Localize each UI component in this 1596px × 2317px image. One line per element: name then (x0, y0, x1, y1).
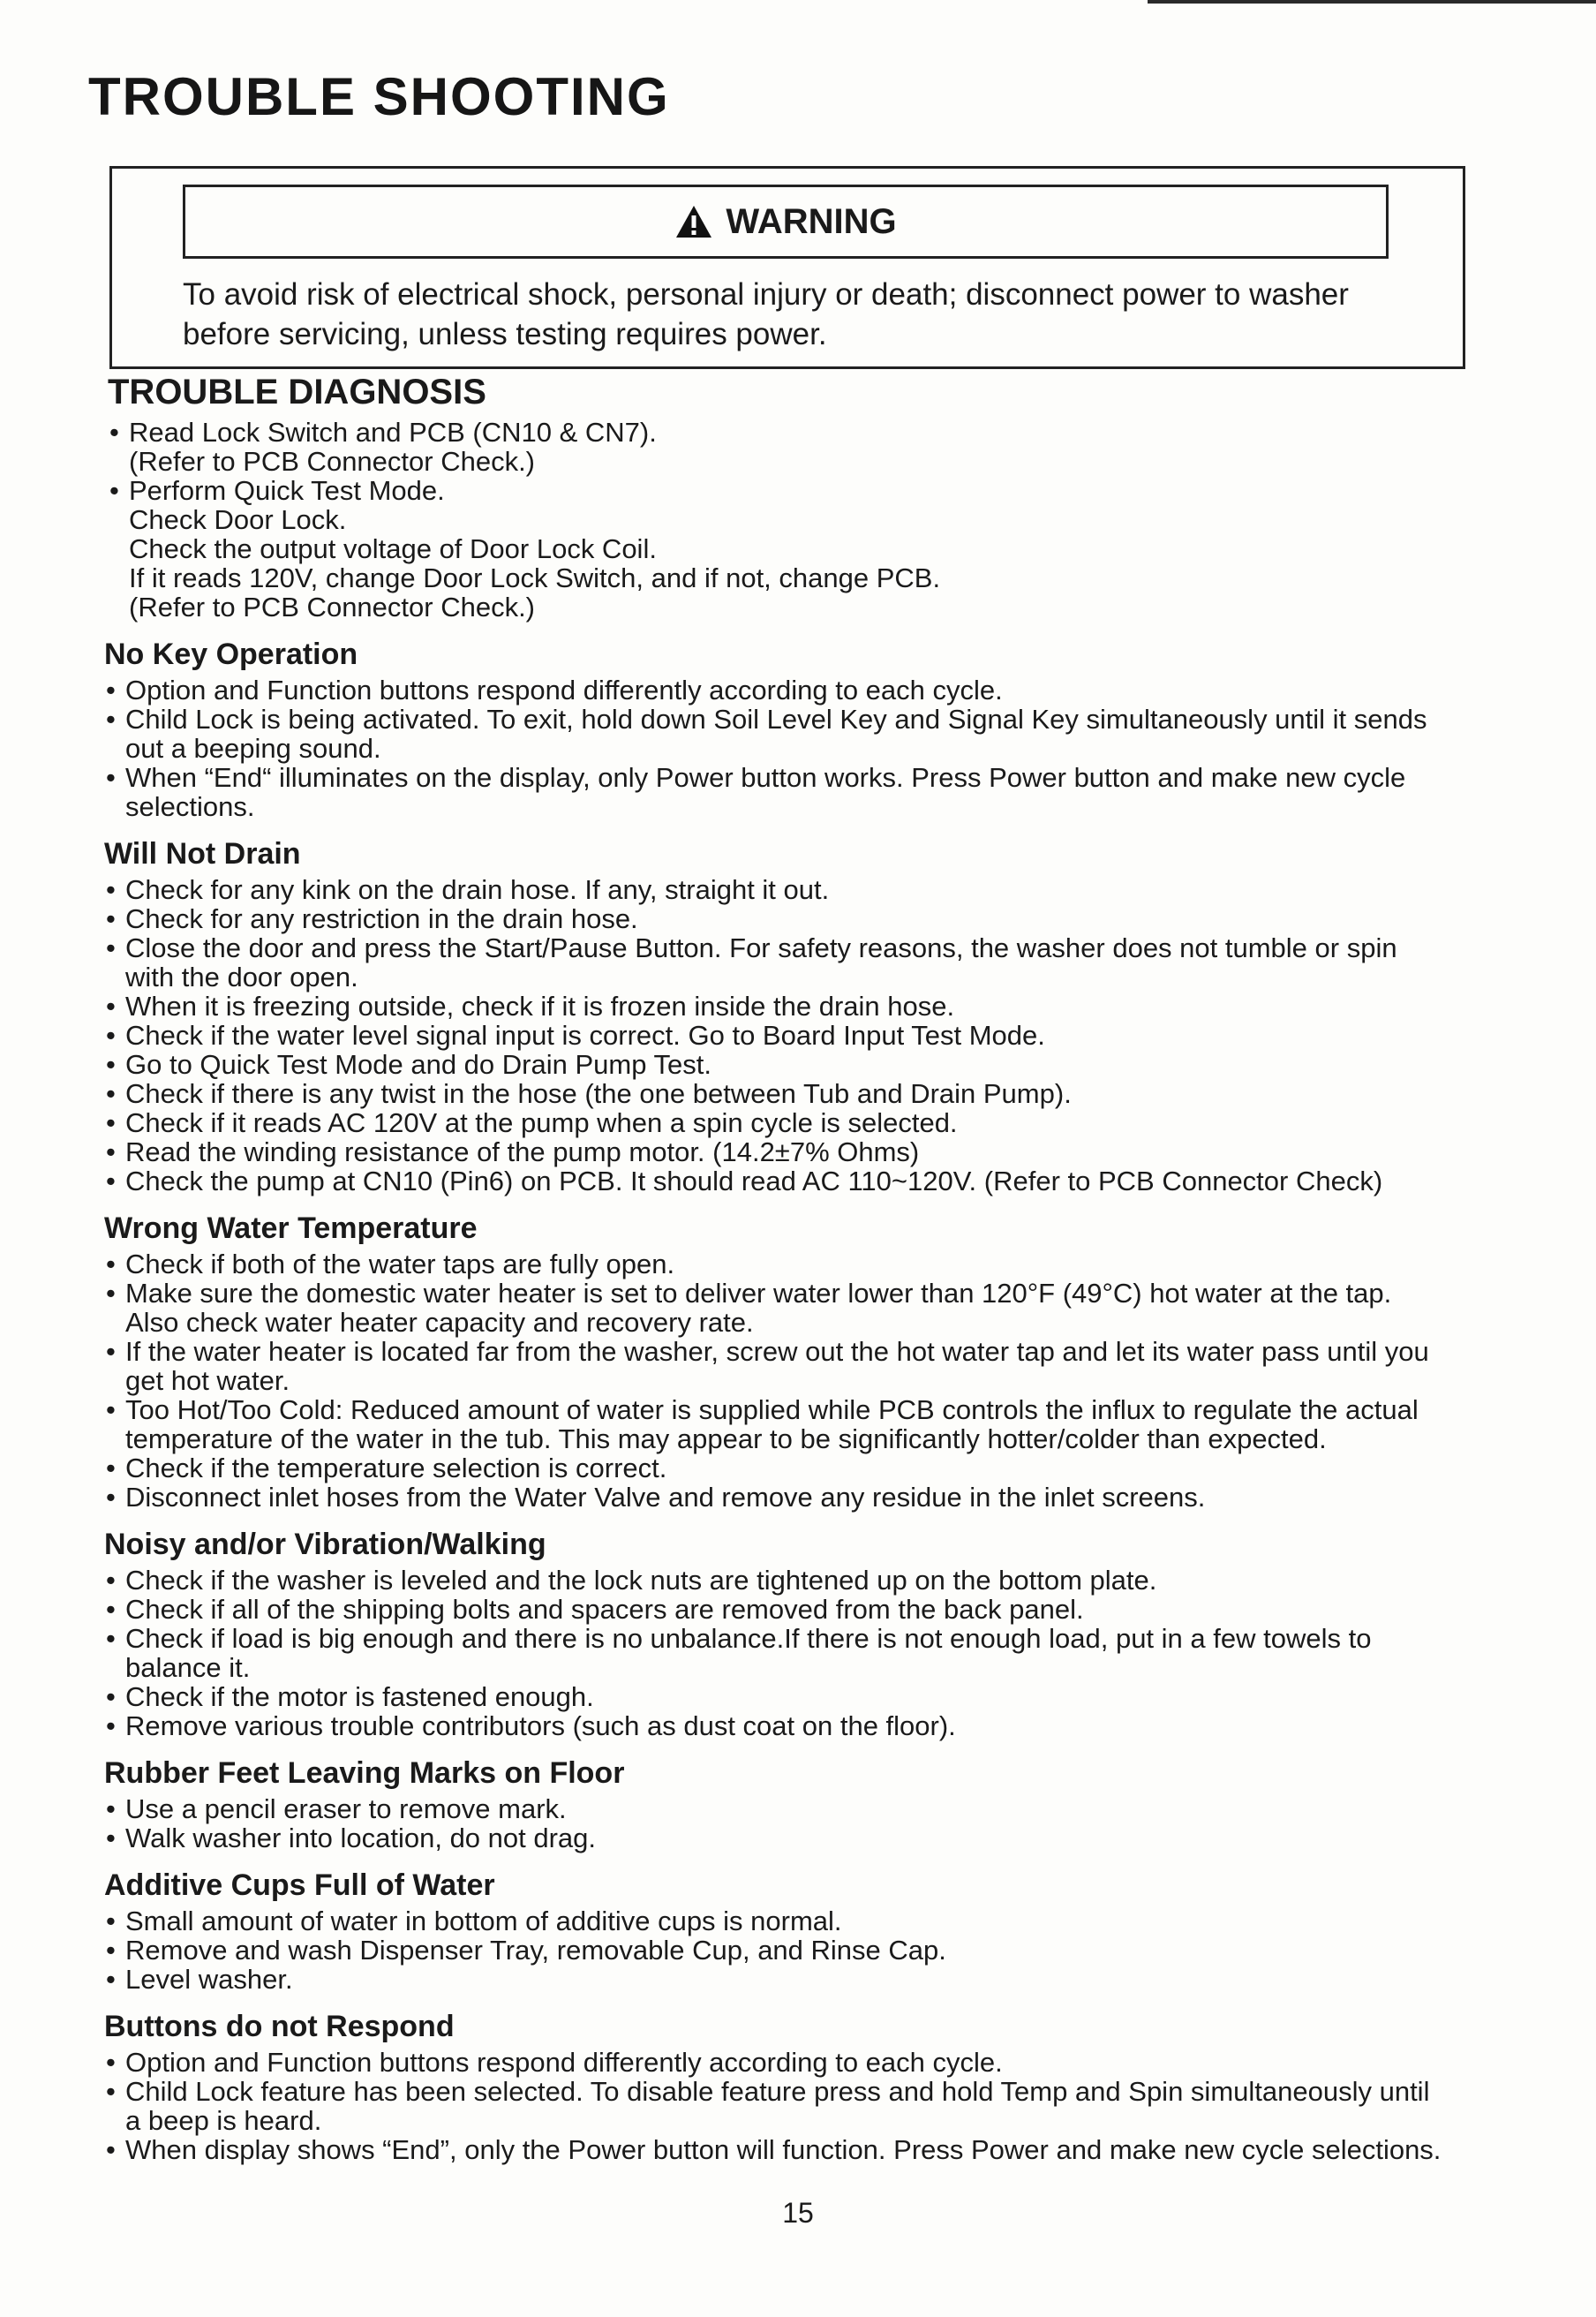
list-item: • Make sure the domestic water heater is set to deliver water lower than 120°F (49°C) hot water at the tap. Also check water heater capacity and recovery rate. (104, 1279, 1449, 1337)
section-title: No Key Operation (104, 638, 358, 671)
list-item: • Disconnect inlet hoses from the Water Valve and remove any residue in the inlet screens. (104, 1483, 1449, 1512)
list-item: • If the water heater is located far from the washer, screw out the hot water tap and let its water pass until you get hot water. (104, 1337, 1449, 1395)
section-title: Additive Cups Full of Water (104, 1868, 495, 1902)
list-item: • Check if the temperature selection is correct. (104, 1453, 1449, 1483)
list-item: • Check the pump at CN10 (Pin6) on PCB. It should read AC 110~120V. (Refer to PCB Connector Check) (104, 1166, 1449, 1196)
item-list (104, 1566, 1465, 1740)
list-item: • Perform Quick Test Mode. Check Door Lock. Check the output voltage of Door Lock Coil. If it reads 120V, change Door Lock Switch, and if not, change PCB. (Refer to PCB Connector Check.) (108, 476, 1453, 622)
item-list (104, 1249, 1465, 1512)
list-item: • Check if it reads AC 120V at the pump when a spin cycle is selected. (104, 1108, 1449, 1137)
page-title: TROUBLE SHOOTING (88, 67, 670, 126)
warning-header (183, 185, 1389, 259)
warning-title: WARNING (726, 201, 897, 241)
list-item: • Walk washer into location, do not drag. (104, 1823, 1449, 1853)
warning-text: To avoid risk of electrical shock, personal injury or death; disconnect power to washer before servicing, unless testing requires power. (183, 277, 1349, 351)
item-list (104, 2048, 1465, 2164)
section-will-not-drain (104, 837, 1465, 1196)
list-item: • Read Lock Switch and PCB (CN10 & CN7). (Refer to PCB Connector Check.) (108, 418, 1453, 476)
top-rule (1148, 0, 1596, 4)
section-title: Noisy and/or Vibration/Walking (104, 1528, 546, 1561)
section-buttons-not-respond (104, 2010, 1465, 2164)
list-item: • Read the winding resistance of the pump motor. (14.2±7% Ohms) (104, 1137, 1449, 1166)
list-item: • Remove and wash Dispenser Tray, removable Cup, and Rinse Cap. (104, 1936, 1449, 1965)
list-item: • When it is freezing outside, check if it is frozen inside the drain hose. (104, 992, 1449, 1021)
list-item: • Go to Quick Test Mode and do Drain Pump Test. (104, 1050, 1449, 1079)
list-item: • Level washer. (104, 1965, 1449, 1994)
list-item: • Close the door and press the Start/Pause Button. For safety reasons, the washer does not tumble or spin with the door open. (104, 933, 1449, 992)
section-wrong-water-temperature (104, 1211, 1465, 1512)
list-item: • Check if the water level signal input is correct. Go to Board Input Test Mode. (104, 1021, 1449, 1050)
section-title: Will Not Drain (104, 837, 301, 871)
list-item: • Small amount of water in bottom of additive cups is normal. (104, 1906, 1449, 1936)
item-list (104, 875, 1465, 1196)
list-item: • Option and Function buttons respond differently according to each cycle. (104, 675, 1449, 705)
page-number: 15 (782, 2197, 814, 2229)
section-rubber-feet (104, 1756, 1465, 1853)
list-item: • Check for any restriction in the drain hose. (104, 904, 1449, 933)
warning-triangle-icon (674, 204, 713, 239)
list-item: • Check if the motor is fastened enough. (104, 1682, 1449, 1711)
section-title: Rubber Feet Leaving Marks on Floor (104, 1756, 625, 1790)
list-item: • Child Lock is being activated. To exit, hold down Soil Level Key and Signal Key simultaneously until it sends out a beeping sound. (104, 705, 1449, 763)
list-item: • Option and Function buttons respond differently according to each cycle. (104, 2048, 1449, 2077)
section-title: Buttons do not Respond (104, 2010, 455, 2043)
list-item: • When “End“ illuminates on the display, only Power button works. Press Power button and make new cycle selections. (104, 763, 1449, 821)
list-item: • Check if all of the shipping bolts and spacers are removed from the back panel. (104, 1595, 1449, 1624)
section-noisy-vibration (104, 1528, 1465, 1740)
warning-panel (109, 166, 1465, 369)
list-item: • Check if there is any twist in the hose (the one between Tub and Drain Pump). (104, 1079, 1449, 1108)
list-item: • Remove various trouble contributors (such as dust coat on the floor). (104, 1711, 1449, 1740)
list-item: • Too Hot/Too Cold: Reduced amount of water is supplied while PCB controls the influx to regulate the actual temperature of the water in the tub. This may appear to be significantly hotter/colder than expected. (104, 1395, 1449, 1453)
section-title: Wrong Water Temperature (104, 1211, 478, 1245)
manual-page (88, 67, 1465, 2165)
list-item: • Check if the washer is leveled and the lock nuts are tightened up on the bottom plate. (104, 1566, 1449, 1595)
section-additive-cups (104, 1868, 1465, 1994)
list-item: • Use a pencil eraser to remove mark. (104, 1794, 1449, 1823)
list-item: • Check for any kink on the drain hose. If any, straight it out. (104, 875, 1449, 904)
diagnosis-list (108, 418, 1465, 622)
list-item: • Check if both of the water taps are fully open. (104, 1249, 1449, 1279)
list-item: • Check if load is big enough and there is no unbalance.If there is not enough load, put in a few towels to balance it. (104, 1624, 1449, 1682)
trouble-diagnosis-title: TROUBLE DIAGNOSIS (108, 373, 486, 411)
list-item: • When display shows “End”, only the Power button will function. Press Power and make new cycle selections. (104, 2135, 1449, 2164)
item-list (104, 1794, 1465, 1853)
item-list (104, 675, 1465, 821)
section-no-key-operation (104, 638, 1465, 821)
item-list (104, 1906, 1465, 1994)
list-item: • Child Lock feature has been selected. To disable feature press and hold Temp and Spin simultaneously until a beep is heard. (104, 2077, 1449, 2135)
